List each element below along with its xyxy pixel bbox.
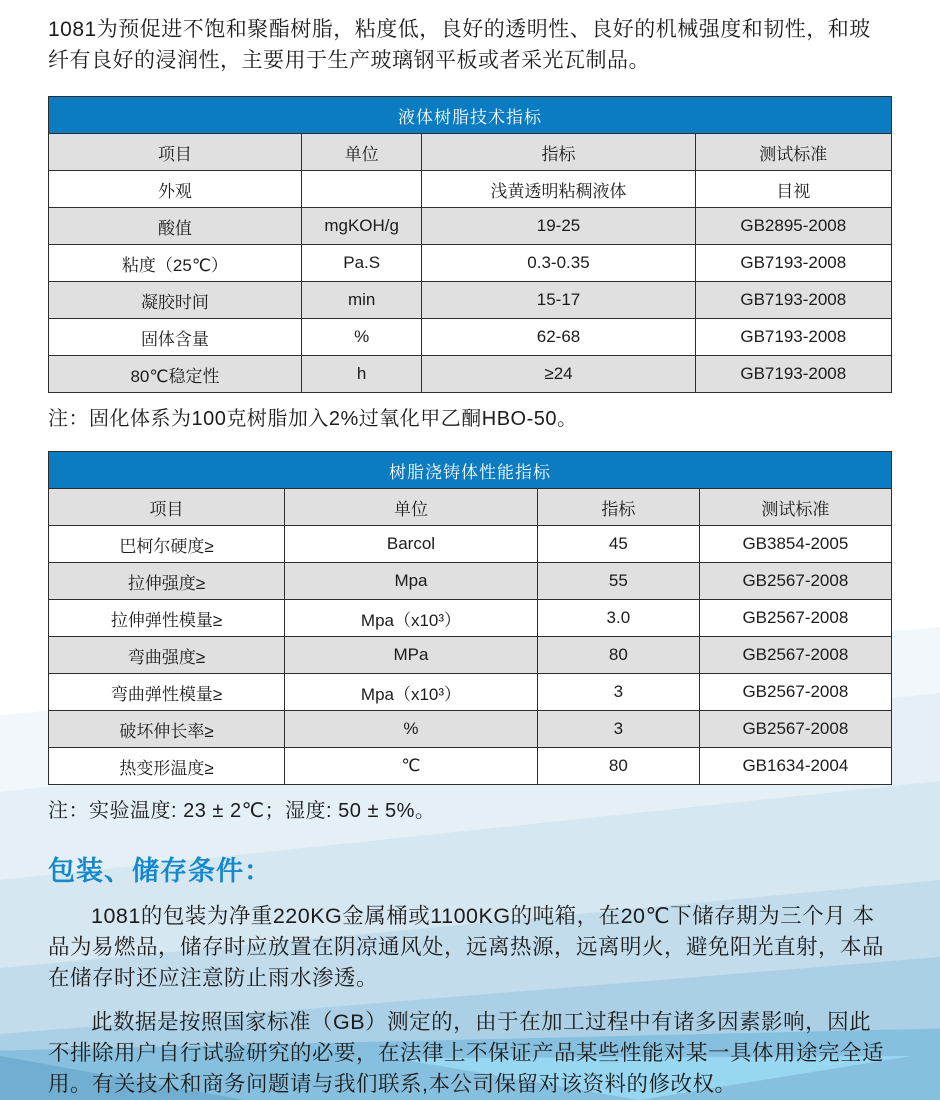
table-cell: 弯曲弹性模量≥	[49, 674, 285, 711]
table-row	[49, 171, 892, 208]
table-title: 液体树脂技术指标	[49, 97, 892, 134]
column-header: 测试标准	[699, 489, 891, 526]
column-header: 测试标准	[695, 134, 891, 171]
table-cell: 外观	[49, 171, 302, 208]
table-row	[49, 748, 892, 785]
table-cell: Mpa（x10³）	[285, 600, 538, 637]
table-head	[49, 452, 892, 526]
table-cell: 80	[537, 637, 699, 674]
table-cell	[301, 171, 422, 208]
table-cell: Pa.S	[301, 245, 422, 282]
table-cell: GB2567-2008	[699, 600, 891, 637]
table-row	[49, 600, 892, 637]
table-cell: 浅黄透明粘稠液体	[422, 171, 695, 208]
table-row	[49, 245, 892, 282]
table-cell: 固体含量	[49, 319, 302, 356]
storage-section-title: 包装、储存条件：	[48, 856, 272, 886]
table-cell: 目视	[695, 171, 891, 208]
table-header-row	[49, 489, 892, 526]
storage-paragraph-1: 1081的包装为净重220KG金属桶或1100KG的吨箱，在20℃下储存期为三个月 本品为易燃品，储存时应放置在阴凉通风处，远离热源，远离明火，避免阳光直射，本品在储存时还应注意防止雨水渗透。	[48, 904, 885, 990]
table-title: 树脂浇铸体性能指标	[49, 452, 892, 489]
table-cell: mgKOH/g	[301, 208, 422, 245]
table-cell: %	[301, 319, 422, 356]
table-cell: GB7193-2008	[695, 356, 891, 393]
table-cell: 80	[537, 748, 699, 785]
column-header: 指标	[537, 489, 699, 526]
table-cell: GB7193-2008	[695, 282, 891, 319]
liquid-resin-spec-table	[48, 96, 892, 393]
table-cell: GB7193-2008	[695, 245, 891, 282]
storage-paragraph-2: 此数据是按照国家标准（GB）测定的，由于在加工过程中有诸多因素影响，因此不排除用户自行试验研究的必要，在法律上不保证产品某些性能对某一具体用途完全适用。有关技术和商务问题请与我们联系,本公司保留对该资料的修改权。	[48, 1010, 885, 1096]
table-cell: 破坏伸长率≥	[49, 711, 285, 748]
table-cell: 45	[537, 526, 699, 563]
table-row	[49, 319, 892, 356]
table-head	[49, 97, 892, 171]
table-cell: 15-17	[422, 282, 695, 319]
table-title-row	[49, 452, 892, 489]
table2-note: 注：实验温度: 23 ± 2℃；湿度: 50 ± 5%。	[48, 800, 436, 822]
table-cell: Mpa	[285, 563, 538, 600]
table-cell: %	[285, 711, 538, 748]
table-row	[49, 356, 892, 393]
table-row	[49, 282, 892, 319]
table-cell: 热变形温度≥	[49, 748, 285, 785]
table-cell: GB3854-2005	[699, 526, 891, 563]
table-header-row	[49, 134, 892, 171]
table-cell: 62-68	[422, 319, 695, 356]
table-row	[49, 526, 892, 563]
table-cell: 3	[537, 711, 699, 748]
table-row	[49, 637, 892, 674]
table-cell: GB2567-2008	[699, 674, 891, 711]
table-cell: Mpa（x10³）	[285, 674, 538, 711]
table-cell: 巴柯尔硬度≥	[49, 526, 285, 563]
column-header: 单位	[285, 489, 538, 526]
column-header: 项目	[49, 134, 302, 171]
table-title-row	[49, 97, 892, 134]
table-cell: 0.3-0.35	[422, 245, 695, 282]
table-row	[49, 674, 892, 711]
table-cell: 粘度（25℃）	[49, 245, 302, 282]
table-row	[49, 563, 892, 600]
table-row	[49, 711, 892, 748]
table-row	[49, 208, 892, 245]
intro-paragraph: 1081为预促进不饱和聚酯树脂，粘度低，良好的透明性、良好的机械强度和韧性，和玻纤有良好的浸润性，主要用于生产玻璃钢平板或者采光瓦制品。	[48, 18, 871, 72]
table-cell: GB1634-2004	[699, 748, 891, 785]
table-cell: GB7193-2008	[695, 319, 891, 356]
table-cell: 3.0	[537, 600, 699, 637]
table-cell: ≥24	[422, 356, 695, 393]
table-cell: GB2567-2008	[699, 637, 891, 674]
table-cell: 拉伸弹性模量≥	[49, 600, 285, 637]
table-cell: Barcol	[285, 526, 538, 563]
table-cell: 55	[537, 563, 699, 600]
table-body	[49, 526, 892, 785]
table-cell: GB2567-2008	[699, 563, 891, 600]
table-cell: ℃	[285, 748, 538, 785]
table-cell: 19-25	[422, 208, 695, 245]
table-cell: min	[301, 282, 422, 319]
column-header: 单位	[301, 134, 422, 171]
table-cell: GB2895-2008	[695, 208, 891, 245]
table-cell: h	[301, 356, 422, 393]
table-cell: 80℃稳定性	[49, 356, 302, 393]
table-body	[49, 171, 892, 393]
casting-performance-table	[48, 451, 892, 785]
table1-note: 注：固化体系为100克树脂加入2%过氧化甲乙酮HBO-50。	[48, 408, 578, 430]
column-header: 指标	[422, 134, 695, 171]
table-cell: GB2567-2008	[699, 711, 891, 748]
table-cell: 酸值	[49, 208, 302, 245]
table-cell: 弯曲强度≥	[49, 637, 285, 674]
table-cell: MPa	[285, 637, 538, 674]
table-cell: 3	[537, 674, 699, 711]
column-header: 项目	[49, 489, 285, 526]
table-cell: 拉伸强度≥	[49, 563, 285, 600]
table-cell: 凝胶时间	[49, 282, 302, 319]
